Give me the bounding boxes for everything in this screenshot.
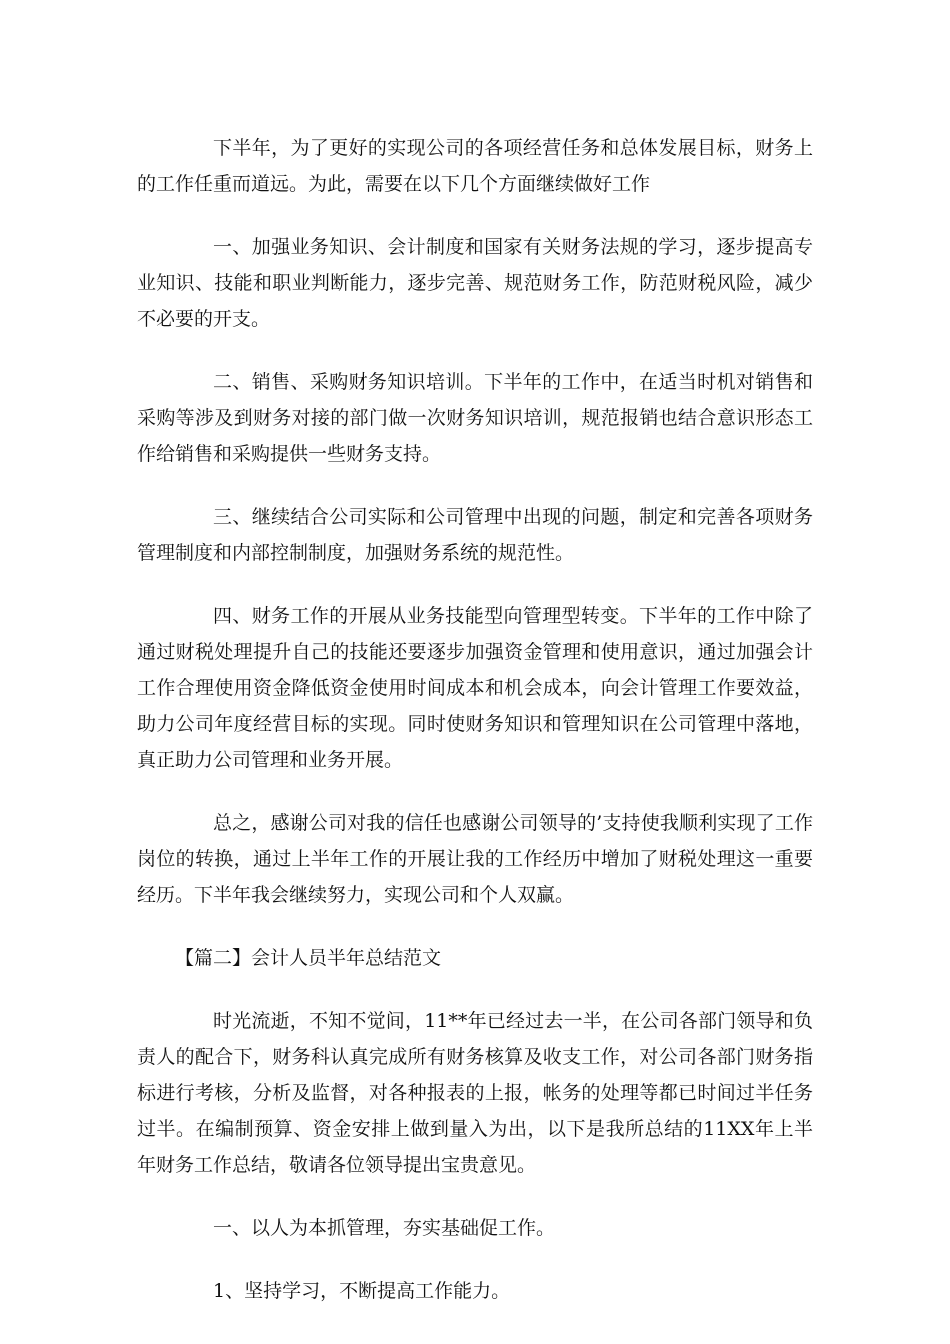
- paragraph-subitem-1: 1、坚持学习，不断提高工作能力。: [213, 1280, 511, 1302]
- paragraph-intro: 下半年，为了更好的实现公司的各项经营任务和总体发展目标，财务上的工作任重而道远。为此，需要在以下几个方面继续做好工作: [137, 137, 813, 195]
- paragraph-conclusion: 总之，感谢公司对我的信任也感谢公司领导的’支持使我顺利实现了工作岗位的转换，通过上半年工作的开展让我的工作经历中增加了财税处理这一重要经历。下半年我会继续努力，实现公司和个人双赢。: [137, 812, 813, 906]
- paragraph-subheading-1: 一、以人为本抓管理，夯实基础促工作。: [213, 1217, 556, 1239]
- section-heading: 【篇二】会计人员半年总结范文: [175, 947, 442, 969]
- document-page: [137, 130, 813, 1336]
- paragraph-item-4: 四、财务工作的开展从业务技能型向管理型转变。下半年的工作中除了通过财税处理提升自己的技能还要逐步加强资金管理和使用意识，通过加强会计工作合理使用资金降低资金使用时间成本和机会成本，向会计管理工作要效益，助力公司年度经营目标的实现。同时使财务知识和管理知识在公司管理中落地，真正助力公司管理和业务开展。: [137, 605, 813, 771]
- paragraph-section-intro: 时光流逝，不知不觉间，11**年已经过去一半，在公司各部门领导和负责人的配合下，财务科认真完成所有财务核算及收支工作，对公司各部门财务指标进行考核，分析及监督，对各种报表的上报，帐务的处理等都已时间过半任务过半。在编制预算、资金安排上做到量入为出，以下是我所总结的11XX年上半年财务工作总结，敬请各位领导提出宝贵意见。: [137, 1010, 813, 1176]
- paragraph-item-2: 二、销售、采购财务知识培训。下半年的工作中，在适当时机对销售和采购等涉及到财务对接的部门做一次财务知识培训，规范报销也结合意识形态工作给销售和采购提供一些财务支持。: [137, 371, 813, 465]
- paragraph-item-1: 一、加强业务知识、会计制度和国家有关财务法规的学习，逐步提高专业知识、技能和职业判断能力，逐步完善、规范财务工作，防范财税风险，减少不必要的开支。: [137, 236, 813, 330]
- paragraph-item-3: 三、继续结合公司实际和公司管理中出现的问题，制定和完善各项财务管理制度和内部控制制度，加强财务系统的规范性。: [137, 506, 813, 564]
